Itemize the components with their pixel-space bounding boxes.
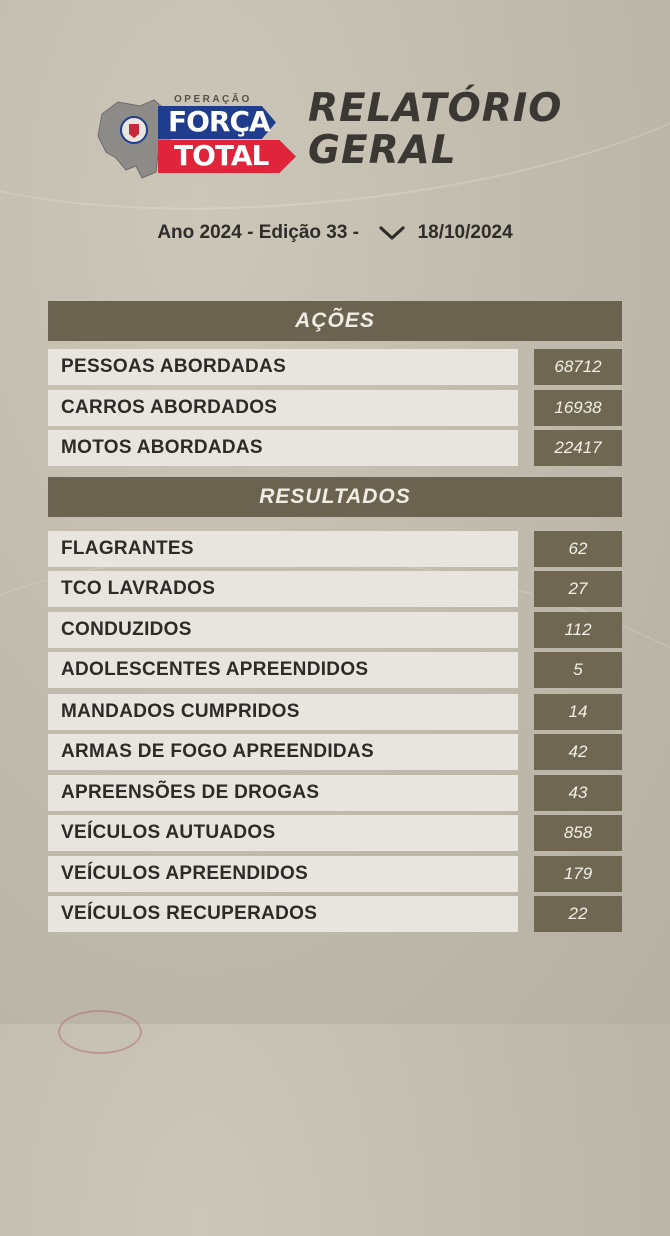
row-label: VEÍCULOS AUTUADOS <box>48 815 518 851</box>
row-label: FLAGRANTES <box>48 531 518 567</box>
table-row <box>48 430 622 466</box>
table-row <box>48 390 622 426</box>
row-label: PESSOAS ABORDADAS <box>48 349 518 385</box>
row-value: 5 <box>534 652 622 688</box>
row-value: 43 <box>534 775 622 811</box>
row-label: CONDUZIDOS <box>48 612 518 648</box>
operation-label: OPERAÇÃO <box>174 94 252 105</box>
row-label: MANDADOS CUMPRIDOS <box>48 694 518 730</box>
row-value: 179 <box>534 856 622 892</box>
edition-text: Ano 2024 - Edição 33 - <box>157 222 360 243</box>
row-value: 27 <box>534 571 622 607</box>
row-label: CARROS ABORDADOS <box>48 390 518 426</box>
row-value: 22417 <box>534 430 622 466</box>
row-value: 42 <box>534 734 622 770</box>
row-label: ARMAS DE FOGO APREENDIDAS <box>48 734 518 770</box>
operation-logo <box>96 92 296 182</box>
row-value: 16938 <box>534 390 622 426</box>
table-row <box>48 652 622 688</box>
table-row <box>48 856 622 892</box>
edition-date: 18/10/2024 <box>417 222 513 243</box>
chevron-down-icon[interactable] <box>378 224 406 242</box>
row-value: 112 <box>534 612 622 648</box>
row-value: 858 <box>534 815 622 851</box>
logo-word-total: TOTAL <box>174 139 269 172</box>
footer-emblem-icon <box>58 1010 142 1054</box>
table-row <box>48 734 622 770</box>
table-row <box>48 775 622 811</box>
title-line-1: RELATÓRIO <box>308 86 563 131</box>
section-acoes-header: AÇÕES <box>48 301 622 341</box>
table-row <box>48 612 622 648</box>
table-row <box>48 896 622 932</box>
row-label: APREENSÕES DE DROGAS <box>48 775 518 811</box>
report-header <box>96 88 596 188</box>
page-title <box>308 88 562 172</box>
table-row <box>48 349 622 385</box>
row-label: VEÍCULOS APREENDIDOS <box>48 856 518 892</box>
edition-selector[interactable] <box>0 222 670 244</box>
row-label: ADOLESCENTES APREENDIDOS <box>48 652 518 688</box>
title-line-2: GERAL <box>308 128 457 173</box>
row-value: 68712 <box>534 349 622 385</box>
table-row <box>48 815 622 851</box>
row-value: 62 <box>534 531 622 567</box>
row-label: MOTOS ABORDADAS <box>48 430 518 466</box>
table-row <box>48 694 622 730</box>
table-row <box>48 531 622 567</box>
logo-word-forca: FORÇA <box>168 105 270 138</box>
section-resultados-header: RESULTADOS <box>48 477 622 517</box>
row-label: TCO LAVRADOS <box>48 571 518 607</box>
row-value: 14 <box>534 694 622 730</box>
row-label: VEÍCULOS RECUPERADOS <box>48 896 518 932</box>
row-value: 22 <box>534 896 622 932</box>
table-row <box>48 571 622 607</box>
